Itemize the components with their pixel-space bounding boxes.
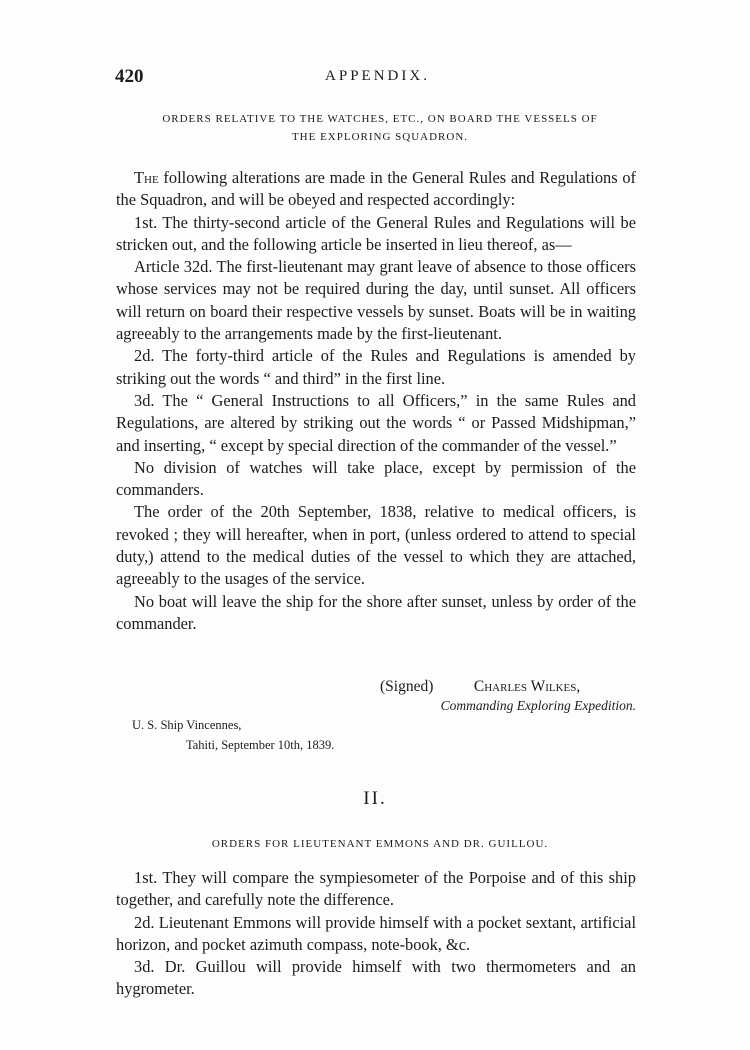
signer-title: Commanding Exploring Expedition. xyxy=(440,698,636,713)
place-and-date xyxy=(132,715,334,755)
page-header xyxy=(115,66,640,90)
paragraph: No division of watches will take place, except by permission of the commanders. xyxy=(116,457,636,500)
section-2-body xyxy=(116,867,636,1001)
paragraph: The order of the 20th September, 1838, relative to medical officers, is revoked ; they will hereafter, when in port, (unless ordered to attend to special duty,) attend to the medical duties of the vessel to which they are attached, agreeably to the usages of the service. xyxy=(116,502,636,589)
paragraph: 2d. The forty-third article of the Rules and Regulations is amended by striking out the words “ and third” in the first line. xyxy=(116,346,636,388)
section-2-number: II. xyxy=(363,788,387,809)
signed-label: (Signed) xyxy=(380,678,434,695)
page-number: 420 xyxy=(115,66,144,87)
date-line: Tahiti, September 10th, 1839. xyxy=(186,738,335,752)
paragraph: 2d. Lieutenant Emmons will provide himself with a pocket sextant, artificial horizon, and pocket azimuth compass, note-book, &c. xyxy=(116,912,636,954)
signer-name: Charles Wilkes, xyxy=(473,678,581,695)
section-1-title-line-2: THE EXPLORING SQUADRON. xyxy=(291,131,469,143)
paragraph-lead-word: The xyxy=(134,168,159,187)
paragraph: No boat will leave the ship for the shore after sunset, unless by order of the commander. xyxy=(116,591,636,633)
section-1-title xyxy=(135,110,625,146)
place-line: U. S. Ship Vincennes, xyxy=(132,718,242,732)
section-1-title-line-1: ORDERS RELATIVE TO THE WATCHES, ETC., ON BOARD THE VESSELS OF xyxy=(162,113,598,125)
paragraph: 1st. They will compare the sympiesometer of the Porpoise and of this ship together, and carefully note the difference. xyxy=(116,868,636,910)
paragraph-text: following alterations are made in the General Rules and Regulations of the Squadron, and will be obeyed and respected accordingly: xyxy=(116,168,636,210)
paragraph: 1st. The thirty-second article of the General Rules and Regulations will be stricken out, and the following article be inserted in lieu thereof, as— xyxy=(116,212,636,254)
section-1-body xyxy=(116,167,636,635)
signature-block xyxy=(380,678,640,714)
paragraph: 3d. The “ General Instructions to all Officers,” in the same Rules and Regulations, are altered by striking out the words “ or Passed Midshipman,” and inserting, “ except by special direction of the commander of the vessel.” xyxy=(116,390,636,455)
running-head: APPENDIX. xyxy=(325,68,430,84)
section-2-title: ORDERS FOR LIEUTENANT EMMONS AND DR. GUILLOU. xyxy=(211,838,549,850)
paragraph: Article 32d. The first-lieutenant may grant leave of absence to those officers whose services may not be required during the day, until sunset. All officers will return on board their respective vessels by sunset. Boats will be in waiting agreeably to the arrangements made by the first-lieutenant. xyxy=(116,257,636,344)
signed-line xyxy=(380,678,640,696)
paragraph: 3d. Dr. Guillou will provide himself with two thermometers and an hygrometer. xyxy=(116,957,636,999)
paragraph xyxy=(116,167,636,212)
